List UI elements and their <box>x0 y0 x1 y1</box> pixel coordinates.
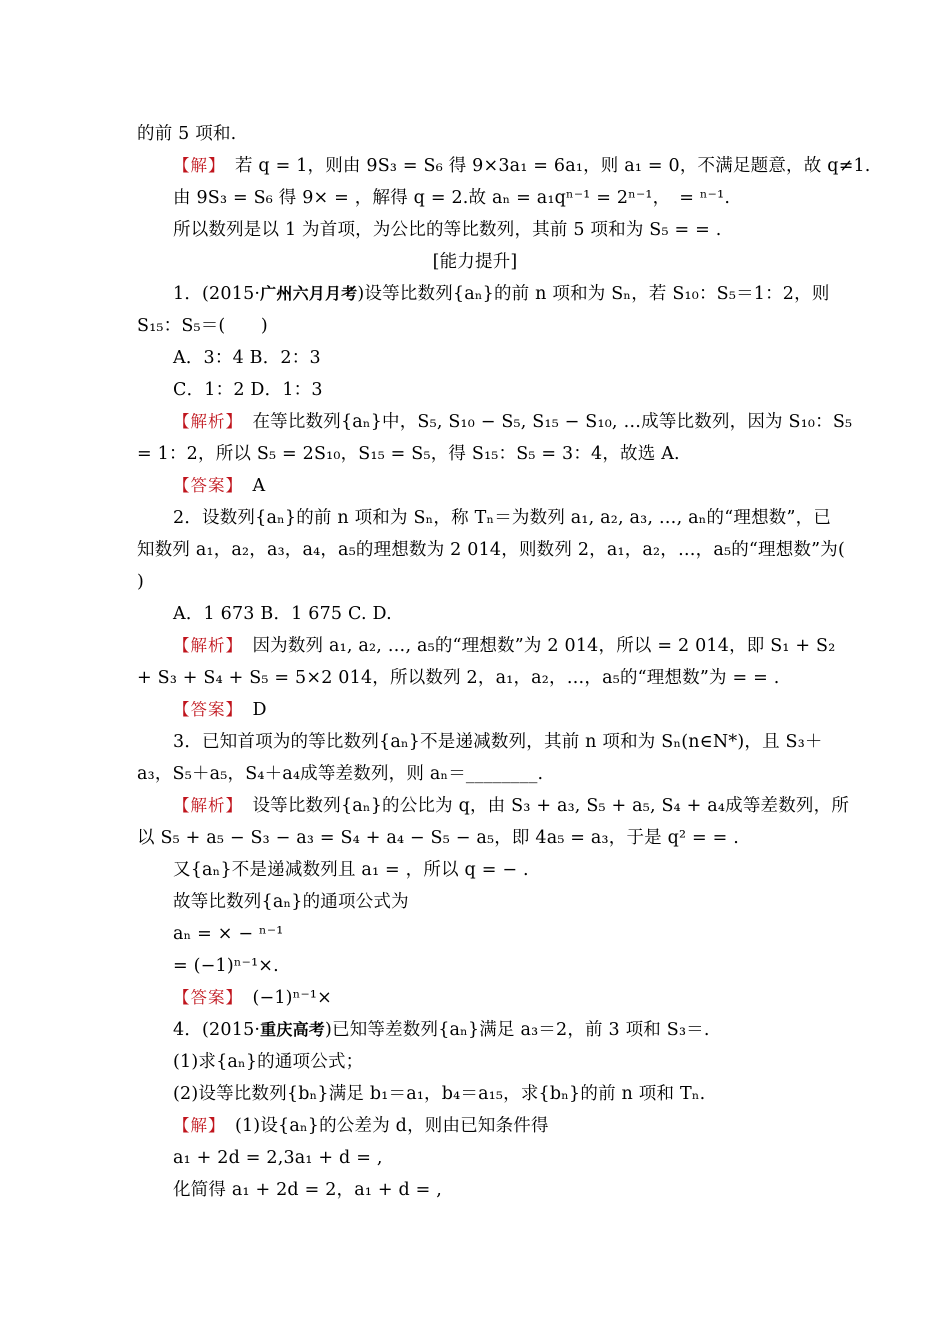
line-text: S₁₅：S₅＝( ) <box>137 316 268 336</box>
line-text: 3．已知首项为的等比数列{aₙ}不是递减数列，其前 n 项和为 Sₙ(n∈N*)，且 S₃＋ <box>173 732 823 752</box>
line-text: aₙ = × − ⁿ⁻¹ <box>173 924 284 944</box>
text-line-l31 <box>173 1083 853 1105</box>
line-text: A．1 673 B．1 675 C. D. <box>173 604 392 624</box>
line-text: 若 q = 1，则由 9S₃ = S₆ 得 9×3a₁ = 6a₁，则 a₁ = 0，不满足题意，故 q≠1. <box>217 156 871 176</box>
text-line-l25 <box>173 891 853 913</box>
section-label: 【解】 <box>173 156 218 175</box>
line-text: C．1：2 D．1：3 <box>173 380 323 400</box>
source-name: 重庆高考 <box>260 1020 325 1039</box>
line-text: 故等比数列{aₙ}的通项公式为 <box>173 892 409 912</box>
line-text: 的前 5 项和. <box>137 124 237 144</box>
text-line-l07 <box>137 315 817 337</box>
section-label: 【答案】 <box>173 700 235 719</box>
text-line-l02 <box>173 155 871 177</box>
text-line-l18 <box>137 667 817 689</box>
line-text: 2．设数列{aₙ}的前 n 项和为 Sₙ，称 Tₙ＝为数列 a₁, a₂, a₃, …, aₙ的“理想数”，已 <box>173 508 832 528</box>
text-line-l29 <box>173 1019 853 1041</box>
text-line-l01 <box>137 123 817 145</box>
line-text: 又{aₙ}不是递减数列且 a₁ = ，所以 q = − . <box>173 860 529 880</box>
line-text: 由 9S₃ = S₆ 得 9× = ，解得 q = 2.故 aₙ = a₁qⁿ⁻¹ = 2ⁿ⁻¹， = ⁿ⁻¹. <box>173 188 731 208</box>
line-text: D <box>234 700 267 720</box>
text-line-l11 <box>137 443 817 465</box>
text-line-l16 <box>173 603 853 625</box>
text-line-l27 <box>173 955 853 977</box>
line-text: = 1：2，所以 S₅ = 2S₁₀，S₁₅ = S₅，得 S₁₅：S₅ = 3：4，故选 A. <box>137 444 680 464</box>
line-text: a₃，S₅＋a₅，S₄＋a₄成等差数列，则 aₙ＝________. <box>137 764 544 784</box>
text-line-l05 <box>0 251 950 273</box>
line-text: (−1)ⁿ⁻¹× <box>234 988 332 1008</box>
line-text: 设等比数列{aₙ}的公比为 q，由 S₃ + a₃, S₅ + a₅, S₄ + a₄成等差数列，所 <box>234 796 850 816</box>
text-line-l19 <box>173 699 853 721</box>
line-text: 4．(2015· <box>173 1020 261 1040</box>
line-text: 所以数列是以 1 为首项，为公比的等比数列，其前 5 项和为 S₅ = = . <box>173 220 722 240</box>
text-line-l13 <box>173 507 853 529</box>
text-line-l30 <box>173 1051 853 1073</box>
text-line-l21 <box>137 763 817 785</box>
text-line-l24 <box>173 859 853 881</box>
text-line-l28 <box>173 987 853 1009</box>
text-line-l06 <box>173 283 853 305</box>
text-line-l15 <box>137 571 817 593</box>
text-line-l23 <box>137 827 817 849</box>
section-label: 【解析】 <box>173 412 235 431</box>
line-text: + S₃ + S₄ + S₅ = 5×2 014，所以数列 2，a₁，a₂，…，a₅的“理想数”为 = = . <box>137 668 780 688</box>
line-text: ) <box>137 572 145 592</box>
line-text: A <box>234 476 266 496</box>
text-line-l33 <box>173 1147 853 1169</box>
line-text: a₁ + 2d = 2,3a₁ + d = , <box>173 1148 383 1168</box>
text-line-l22 <box>173 795 853 817</box>
line-text: (2)设等比数列{bₙ}满足 b₁＝a₁，b₄＝a₁₅，求{bₙ}的前 n 项和 Tₙ. <box>173 1084 706 1104</box>
section-label: 【答案】 <box>173 476 235 495</box>
line-text: )已知等差数列{aₙ}满足 a₃＝2，前 3 项和 S₃＝. <box>324 1020 710 1040</box>
text-line-l17 <box>173 635 853 657</box>
text-line-l04 <box>173 219 853 241</box>
text-line-l08 <box>173 347 853 369</box>
source-name: 广州六月月考 <box>260 284 358 303</box>
line-text: (1)求{aₙ}的通项公式； <box>173 1052 364 1072</box>
line-text: = (−1)ⁿ⁻¹×. <box>173 956 279 976</box>
line-text: 以 S₅ + a₅ − S₃ − a₃ = S₄ + a₄ − S₅ − a₅，即 4a₅ = a₃，于是 q² = = . <box>137 828 740 848</box>
line-text: (1)设{aₙ}的公差为 d，则由已知条件得 <box>217 1116 549 1136</box>
section-label: 【答案】 <box>173 988 235 1007</box>
section-label: 【解】 <box>173 1116 218 1135</box>
text-line-l20 <box>173 731 853 753</box>
line-text: [能力提升] <box>432 252 518 272</box>
line-text: 1．(2015· <box>173 284 261 304</box>
section-label: 【解析】 <box>173 796 235 815</box>
line-text: 化简得 a₁ + 2d = 2，a₁ + d = , <box>173 1180 443 1200</box>
text-line-l32 <box>173 1115 853 1137</box>
text-line-l34 <box>173 1179 853 1201</box>
text-line-l09 <box>173 379 853 401</box>
line-text: )设等比数列{aₙ}的前 n 项和为 Sₙ，若 S₁₀：S₅＝1：2，则 <box>357 284 830 304</box>
line-text: 在等比数列{aₙ}中，S₅, S₁₀ − S₅, S₁₅ − S₁₀, …成等比数列，因为 S₁₀：S₅ <box>234 412 853 432</box>
text-line-l26 <box>173 923 853 945</box>
section-label: 【解析】 <box>173 636 235 655</box>
line-text: 知数列 a₁，a₂，a₃，a₄，a₅的理想数为 2 014，则数列 2，a₁，a₂，…，a₅的“理想数”为( <box>137 540 846 560</box>
text-line-l10 <box>173 411 853 433</box>
line-text: A．3：4 B．2：3 <box>173 348 321 368</box>
text-line-l03 <box>173 187 853 209</box>
line-text: 因为数列 a₁, a₂, …, a₅的“理想数”为 2 014，所以 = 2 014，即 S₁ + S₂ <box>234 636 836 656</box>
text-line-l14 <box>137 539 846 561</box>
text-line-l12 <box>173 475 853 497</box>
